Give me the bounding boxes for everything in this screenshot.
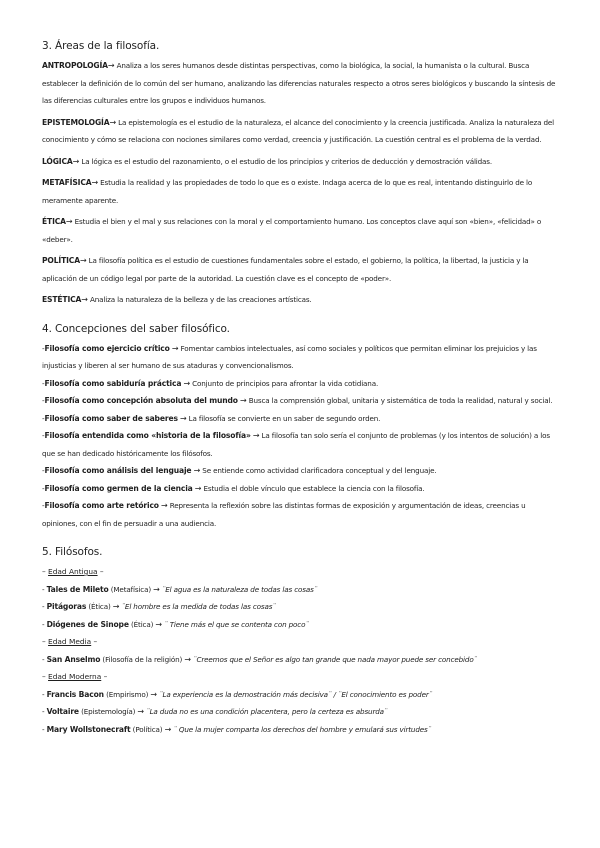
arrow-icon: →	[161, 501, 168, 510]
list-dash: -	[42, 431, 45, 440]
arrow-icon: →	[184, 654, 191, 664]
area-description: Estudia la realidad y las propiedades de todo lo que es o existe. Indaga acerca de lo que es real, intentando distinguirlo de lo meramente aparente.	[42, 178, 533, 205]
concepcion-term: Filosofía como ejercicio crítico	[44, 343, 170, 353]
arrow-icon: →	[72, 156, 80, 166]
area-term: LÓGICA	[42, 156, 73, 166]
philosopher-field: (Ética)	[88, 602, 111, 611]
area-description: Analiza a los seres humanos desde distintas perspectivas, como la biológica, la social, la humanista o la cultural. Busca establecer la definición de lo común del ser humano, analizando las diferencias naturales respecto a otros seres biológicos y buscando la síntesis de las diferencias culturales entre los grupos e individuos humanos.	[42, 61, 556, 105]
section-areas	[42, 40, 562, 309]
list-dash: -	[42, 483, 45, 493]
concepcion-term: Filosofía como germen de la ciencia	[44, 483, 193, 493]
section-filosofos	[42, 546, 562, 738]
area-paragraph	[42, 291, 562, 309]
philosopher-item: - Pitágoras (Ética) → ¨El hombre es la medida de todas las cosas¨	[42, 602, 276, 611]
section-title: 4. Concepciones del saber filosófico.	[42, 322, 230, 335]
era-name: Edad Moderna	[48, 672, 102, 681]
arrow-icon: →	[150, 689, 157, 699]
philosopher-item: - Mary Wollstonecraft (Política) → ¨ Que la mujer comparta los derechos del hombre y emulará sus virtudes¨	[42, 724, 432, 734]
philosopher-name: Tales de Mileto	[46, 584, 109, 594]
list-dash: -	[42, 378, 45, 388]
area-paragraph	[42, 213, 562, 248]
arrow-icon: →	[107, 61, 115, 70]
arrow-icon: →	[153, 584, 160, 594]
arrow-icon: →	[112, 602, 120, 611]
concepcion-item	[42, 410, 562, 428]
list-dash: -	[42, 413, 45, 423]
arrow-icon: →	[65, 217, 73, 226]
concepcion-description: Busca la comprensión global, unitaria y sistemática de toda la realidad, natural y social.	[246, 396, 553, 405]
philosopher-item: - Voltaire (Epistemología) → ¨La duda no es una condición placentera, pero la certeza es absurda¨	[42, 707, 388, 716]
arrow-icon: →	[109, 117, 116, 127]
philosopher-quote: ¨El agua es la naturaleza de todas las cosas¨	[161, 584, 318, 594]
philosopher-quote: ¨La experiencia es la demostración más decisiva¨ / ¨El conocimiento es poder¨	[159, 689, 433, 699]
concepcion-description: Representa la reflexión sobre las distintas formas de exposición y argumentación de ideas, creencias u opiniones, con el fin de persuadir a una audiencia.	[42, 501, 526, 528]
philosopher-item: - Francis Bacon (Empirismo) → ¨La experiencia es la demostración más decisiva¨ / ¨El conocimiento es poder¨	[42, 689, 433, 699]
area-description: La lógica es el estudio del razonamiento, o el estudio de los principios y criterios de deducción y demostración válidas.	[79, 156, 493, 166]
philosopher-item: - San Anselmo (Filosofía de la religión) → ¨Creemos que el Señor es algo tan grande que nada mayor puede ser concebido¨	[42, 654, 478, 664]
area-description: Analiza la naturaleza de la belleza y de las creaciones artísticas.	[87, 295, 312, 304]
era-name: Edad Antigua	[48, 567, 98, 576]
philosopher-field: (Epistemología)	[81, 707, 136, 716]
section-title: 5. Filósofos.	[42, 546, 103, 558]
philosopher-item: - Diógenes de Sinope (Ética) → ¨ Tiene más el que se contenta con poco¨	[42, 619, 309, 629]
section-concepciones	[42, 323, 562, 533]
area-description: La epistemología es el estudio de la naturaleza, el alcance del conocimiento y la creencia justificada. Analiza la naturaleza del conocimiento y cómo se relaciona con nociones similares como verdad, creencia y justificación. La cuestión central es el problema de la verdad.	[42, 117, 555, 144]
concepcion-item	[42, 392, 562, 410]
list-dash: -	[42, 501, 45, 510]
arrow-icon: →	[194, 483, 202, 493]
philosopher-name: San Anselmo	[46, 654, 101, 664]
concepcion-description: Fomentar cambios intelectuales, así como sociales y políticos que permitan eliminar los prejuicios y las injusticias y liberen al ser humano de sus ataduras y convencionalismos.	[42, 343, 537, 370]
arrow-icon: →	[183, 378, 191, 388]
arrow-icon: →	[240, 396, 247, 405]
area-term: POLÍTICA	[42, 256, 80, 265]
philosopher-name: Voltaire	[46, 707, 79, 716]
era-heading: – Edad Moderna –	[42, 672, 108, 681]
era-heading: – Edad Media –	[42, 637, 98, 646]
philosopher-field: (Política)	[132, 724, 163, 734]
arrow-icon: →	[164, 724, 172, 734]
philosopher-field: (Metafísica)	[110, 584, 151, 594]
philosopher-quote: ¨El hombre es la medida de todas las cosas¨	[121, 602, 276, 611]
area-description: Estudia el bien y el mal y sus relaciones con la moral y el comportamiento humano. Los conceptos clave aquí son «bien», «felicidad» o «deber».	[42, 217, 542, 244]
philosopher-field: (Ética)	[130, 619, 154, 629]
concepcion-description: Conjunto de principios para afrontar la vida cotidiana.	[190, 378, 379, 388]
philosopher-name: Diógenes de Sinope	[46, 619, 129, 629]
area-description: La filosofía política es el estudio de cuestiones fundamentales sobre el estado, el gobierno, la política, la libertad, la justicia y la aplicación de un código legal por parte de la autoridad. La cuestión clave es el concepto de «poder».	[42, 256, 529, 283]
area-paragraph	[42, 153, 562, 171]
area-paragraph	[42, 114, 562, 149]
arrow-icon: →	[252, 431, 260, 440]
philosopher-field: (Filosofía de la religión)	[102, 654, 183, 664]
philosopher-name: Francis Bacon	[46, 689, 104, 699]
area-term: ANTROPOLOGÍA	[42, 61, 108, 70]
concepcion-item	[42, 375, 562, 393]
area-paragraph	[42, 174, 562, 209]
area-term: ÉTICA	[42, 217, 66, 226]
concepcion-item	[42, 480, 562, 498]
concepcion-item	[42, 462, 562, 480]
concepcion-item	[42, 497, 562, 532]
arrow-icon: →	[79, 256, 87, 265]
area-term: EPISTEMOLOGÍA	[42, 117, 110, 127]
arrow-icon: →	[91, 178, 99, 187]
concepcion-description: Se entiende como actividad clarificadora conceptual y del lenguaje.	[200, 466, 437, 475]
arrow-icon: →	[193, 466, 201, 475]
philosopher-name: Pitágoras	[46, 602, 87, 611]
area-term: ESTÉTICA	[42, 295, 82, 304]
list-dash: -	[42, 466, 45, 475]
era-heading: – Edad Antigua –	[42, 567, 104, 576]
concepcion-item	[42, 427, 562, 462]
philosopher-quote: ¨La duda no es una condición placentera, pero la certeza es absurda¨	[146, 707, 388, 716]
concepcion-description: La filosofía tan solo sería el conjunto de problemas (y los intentos de solución) a los que se han dedicado históricamente los filósofos.	[42, 431, 550, 458]
arrow-icon: →	[155, 619, 162, 629]
philosopher-name: Mary Wollstonecraft	[46, 724, 131, 734]
arrow-icon: →	[179, 413, 187, 423]
concepcion-description: La filosofía se convierte en un saber de segundo orden.	[186, 413, 381, 423]
arrow-icon: →	[137, 707, 144, 716]
concepcion-item	[42, 340, 562, 375]
concepcion-term: Filosofía como sabiduría práctica	[44, 378, 182, 388]
philosopher-quote: ¨Creemos que el Señor es algo tan grande que nada mayor puede ser concebido¨	[193, 654, 478, 664]
philosopher-item: - Tales de Mileto (Metafísica) → ¨El agua es la naturaleza de todas las cosas¨	[42, 584, 318, 594]
concepcion-description: Estudia el doble vínculo que establece la ciencia con la filosofía.	[201, 483, 425, 493]
arrow-icon: →	[81, 295, 88, 304]
area-paragraph	[42, 252, 562, 287]
list-dash: -	[42, 343, 45, 353]
concepcion-term: Filosofía como análisis del lenguaje	[44, 466, 192, 475]
era-name: Edad Media	[48, 637, 92, 646]
philosopher-quote: ¨ Que la mujer comparta los derechos del hombre y emulará sus virtudes¨	[173, 724, 432, 734]
section-title: 3. Áreas de la filosofía.	[42, 40, 160, 52]
area-paragraph	[42, 57, 562, 110]
concepcion-term: Filosofía como arte retórico	[44, 501, 159, 510]
philosopher-quote: ¨ Tiene más el que se contenta con poco¨	[164, 619, 309, 629]
arrow-icon: →	[171, 343, 179, 353]
concepcion-term: Filosofía como concepción absoluta del mundo	[44, 396, 238, 405]
concepcion-term: Filosofía entendida como «historia de la filosofía»	[44, 431, 251, 440]
concepcion-term: Filosofía como saber de saberes	[44, 413, 178, 423]
philosopher-field: (Empirismo)	[106, 689, 149, 699]
area-term: METAFÍSICA	[42, 178, 92, 187]
list-dash: -	[42, 396, 45, 405]
